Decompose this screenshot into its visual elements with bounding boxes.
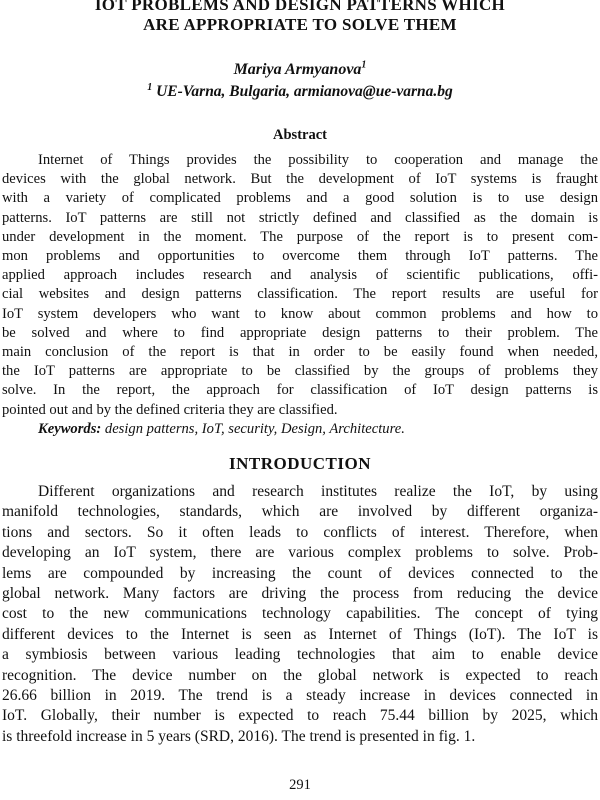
abstract-line: main conclusion of the report is that in order to be easily found when needed, <box>2 344 598 361</box>
affiliation-superscript: 1 <box>147 81 153 93</box>
abstract-line: mon problems and opportunities to overcome them through IoT patterns. The <box>2 248 598 265</box>
keywords-text: design patterns, IoT, security, Design, Architecture. <box>101 420 405 437</box>
introduction-body <box>2 482 598 747</box>
introduction-line: 26.66 billion in 2019. The trend is a steady increase in devices connected in <box>2 687 598 705</box>
abstract-line: be solved and where to find appropriate design patterns to their problem. The <box>2 324 598 341</box>
abstract-line: devices with the global network. But the development of IoT systems is fraught <box>2 171 598 188</box>
abstract-line: applied approach includes research and analysis of scientific publications, offi- <box>2 267 598 284</box>
keywords-line <box>2 420 598 439</box>
abstract-heading: Abstract <box>273 127 327 143</box>
author-name: Mariya Armyanova <box>233 61 362 78</box>
introduction-line: manifold technologies, standards, which are involved by different organiza- <box>2 503 598 521</box>
keywords-label: Keywords: <box>38 420 102 437</box>
page-number: 291 <box>289 777 311 793</box>
paper-title-line-1: IOT PROBLEMS AND DESIGN PATTERNS WHICH <box>94 0 506 14</box>
introduction-line: tions and sectors. So it often leads to conflicts of interest. Therefore, when <box>2 523 598 541</box>
abstract-line: pointed out and by the defined criteria they are classified. <box>2 401 338 418</box>
author-line <box>40 60 560 80</box>
introduction-line: IoT. Globally, their number is expected to reach 75.44 billion by 2025, which <box>2 707 598 725</box>
introduction-line: global network. Many factors are driving the process from reducing the device <box>2 585 598 603</box>
introduction-line: is threefold increase in 5 years (SRD, 2016). The trend is presented in fig. 1. <box>2 727 476 745</box>
abstract-body <box>2 151 598 439</box>
abstract-line: with a variety of complicated problems and a good solution is to use design <box>2 190 598 207</box>
introduction-line: different devices to the Internet is seen as Internet of Things (IoT). The IoT is <box>2 625 598 643</box>
introduction-line: recognition. The device number on the global network is expected to reach <box>2 666 598 684</box>
affiliation-text: UE-Varna, Bulgaria, armianova@ue-varna.bg <box>152 83 453 100</box>
paper-title-line-2: ARE APPROPRIATE TO SOLVE THEM <box>143 15 457 34</box>
introduction-line: lems are compounded by increasing the count of devices connected to the <box>2 564 598 582</box>
abstract-line: under development in the moment. The purpose of the report is to present com- <box>2 228 598 245</box>
introduction-line: developing an IoT system, there are various complex problems to solve. Prob- <box>2 544 598 562</box>
affiliation-line <box>20 82 580 102</box>
abstract-line: Internet of Things provides the possibility to cooperation and manage the <box>38 152 598 168</box>
abstract-line: the IoT patterns are appropriate to be classified by the groups of problems they <box>2 363 598 380</box>
introduction-heading: INTRODUCTION <box>228 454 372 473</box>
author-superscript: 1 <box>361 59 367 71</box>
abstract-line: cial websites and design patterns classification. The report results are useful for <box>2 286 598 303</box>
abstract-line: solve. In the report, the approach for classification of IoT design patterns is <box>2 382 598 399</box>
abstract-line: patterns. IoT patterns are still not strictly defined and classified as the domain is <box>2 209 598 226</box>
abstract-line: IoT system developers who want to know about common problems and how to <box>2 305 598 322</box>
introduction-line: Different organizations and research institutes realize the IoT, by using <box>38 483 598 500</box>
introduction-line: cost to the new communications technology capabilities. The concept of tying <box>2 605 598 623</box>
introduction-line: a symbiosis between various leading technologies that aim to enable device <box>2 646 598 664</box>
